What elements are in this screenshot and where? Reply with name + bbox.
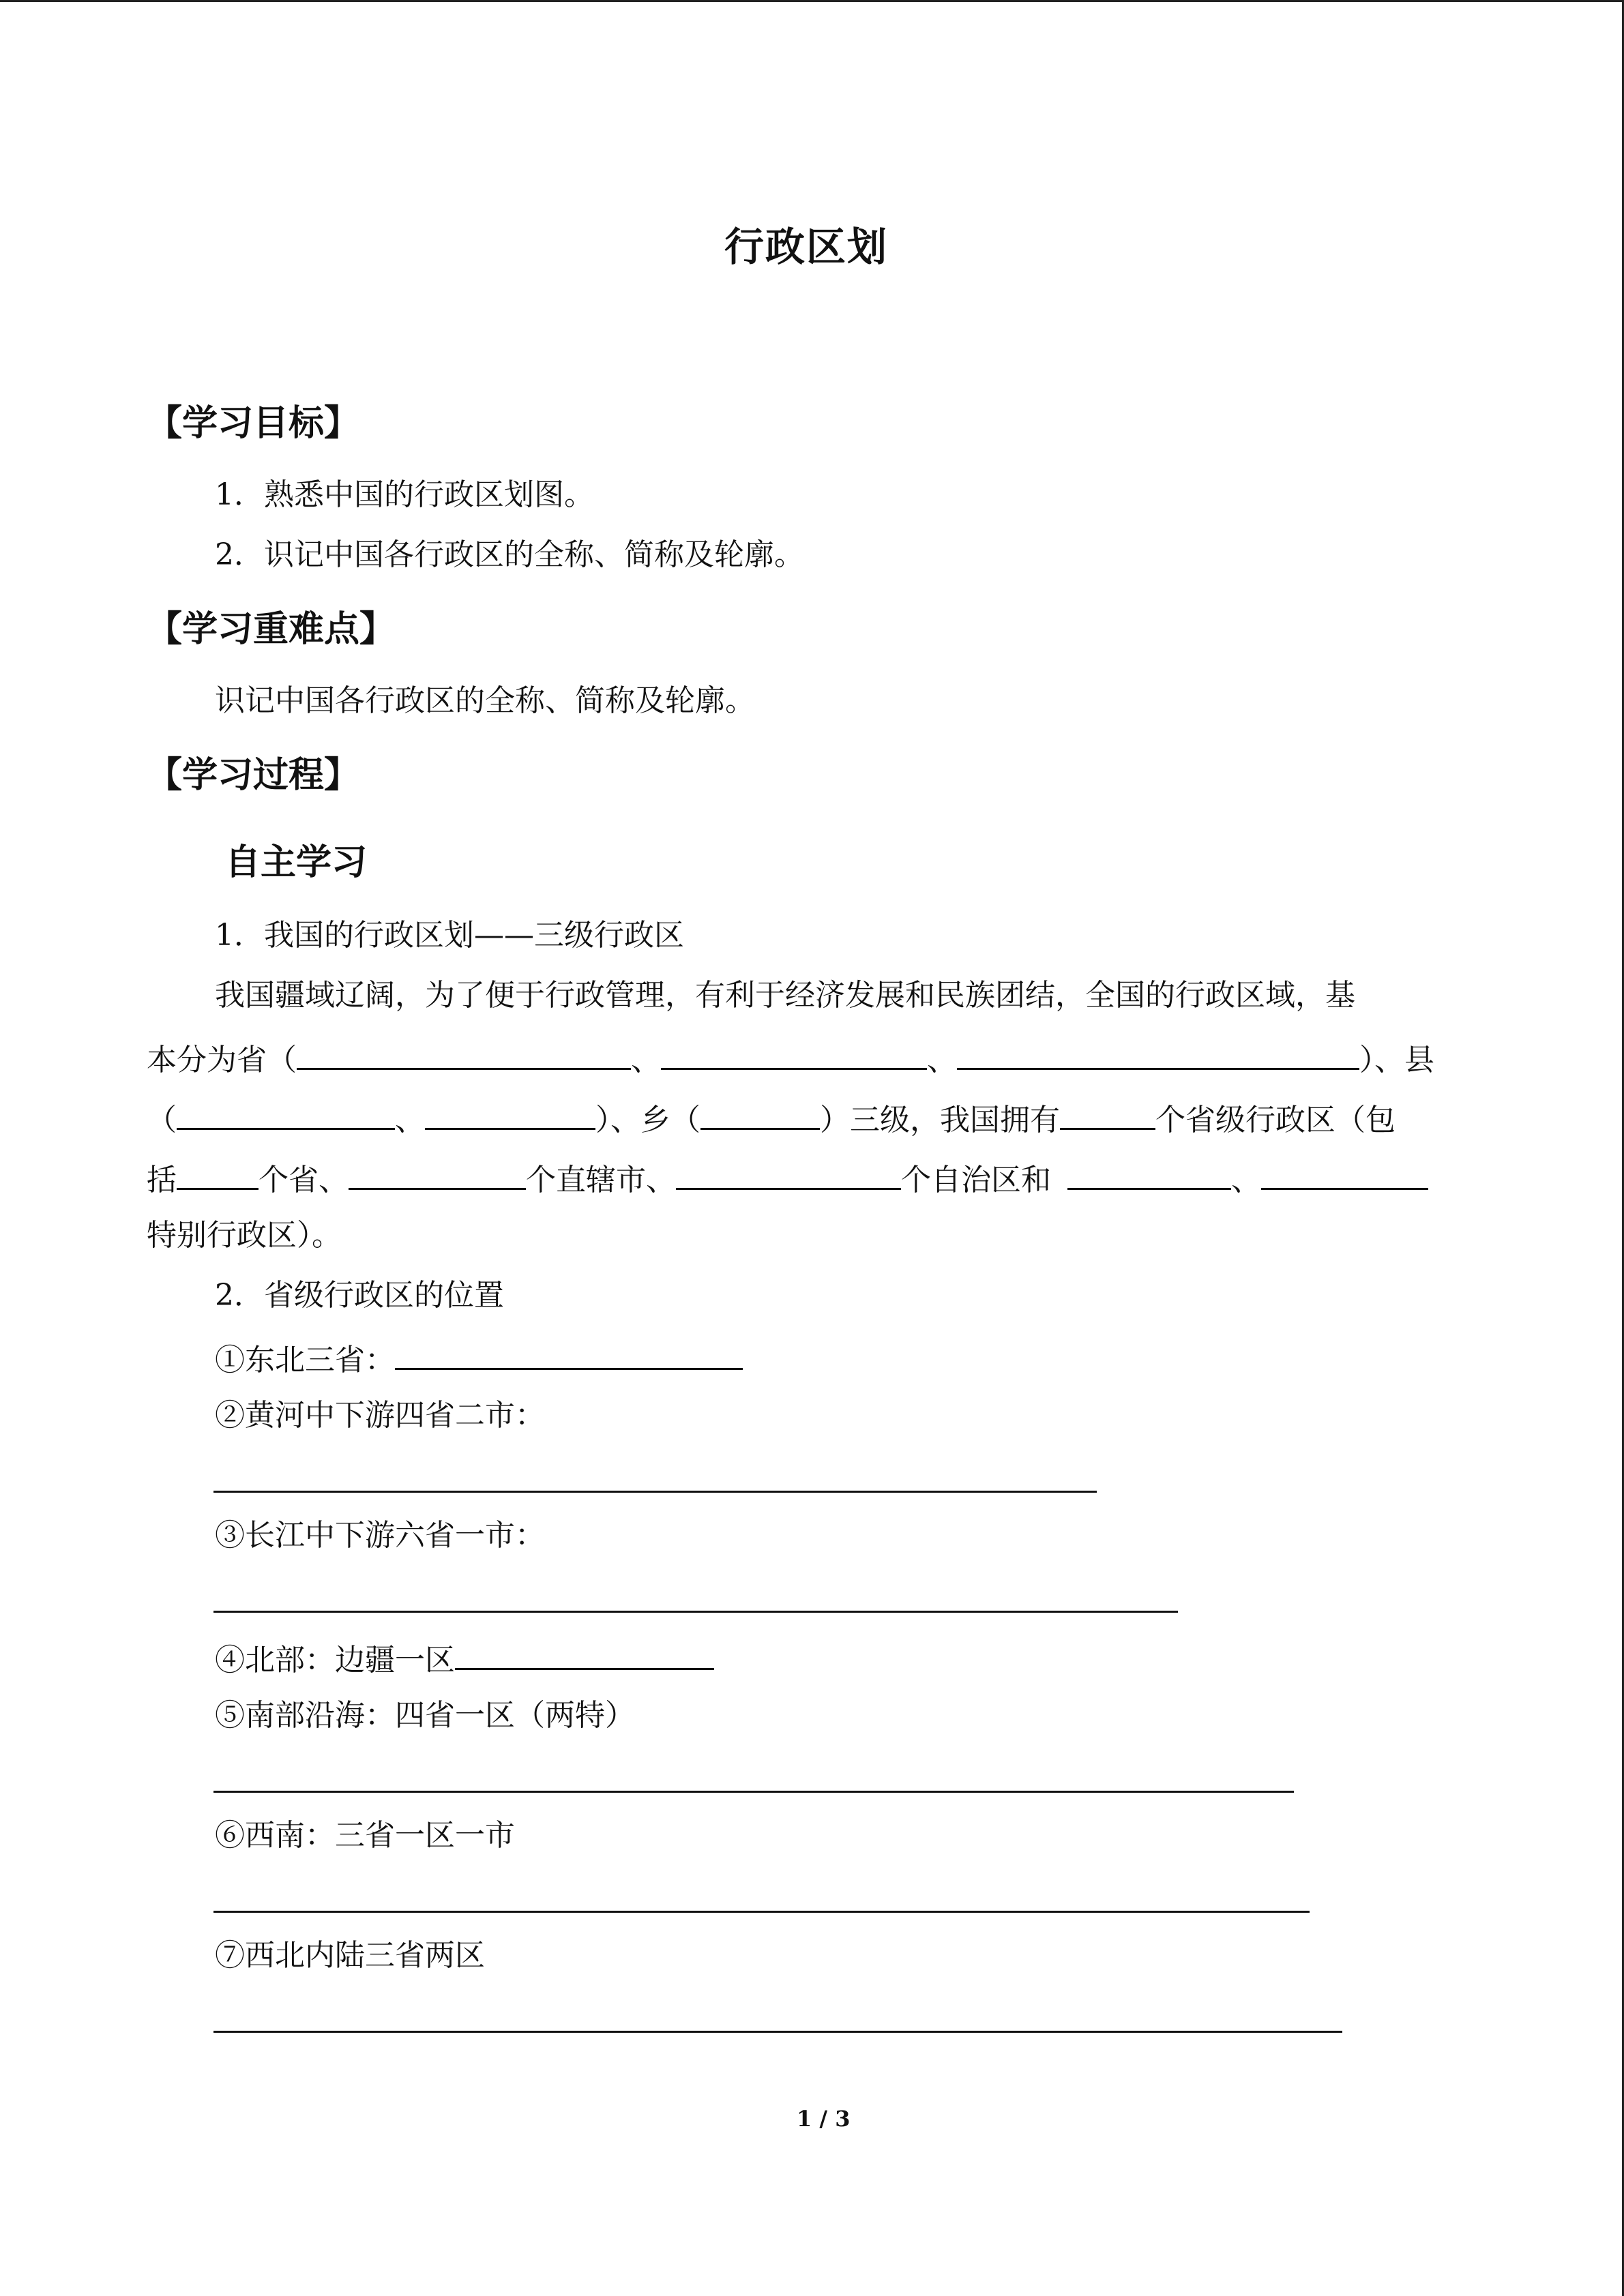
page-number: 1 / 3 <box>797 2106 851 2132</box>
blank-south-coast[interactable] <box>213 1791 1294 1793</box>
q1-line3-a: （ <box>147 1103 177 1137</box>
q1-line5: 特别行政区）。 <box>147 1218 342 1253</box>
blank-autonomous-count[interactable] <box>676 1161 901 1190</box>
blank-province-count[interactable] <box>177 1161 259 1190</box>
q1-line4-b: 个省、 <box>259 1163 349 1197</box>
blank-provincial-count[interactable] <box>1060 1101 1155 1130</box>
q1-line3-e: 个省级行政区（包 <box>1155 1103 1396 1137</box>
page-title: 行政区划 <box>724 224 889 270</box>
blank-province-1[interactable] <box>297 1041 631 1070</box>
blank-province-3[interactable] <box>957 1041 1359 1070</box>
q1-line2 <box>147 1041 1434 1075</box>
q1-line4-e: 、 <box>1231 1163 1261 1197</box>
blank-sar-1[interactable] <box>1067 1161 1231 1190</box>
blank-municipality-count[interactable] <box>349 1161 526 1190</box>
goal-1: 1．熟悉中国的行政区划图。 <box>215 477 594 512</box>
q2-item1-label: ①东北三省： <box>215 1343 395 1377</box>
q2-item4-label: ④北部：边疆一区 <box>215 1643 455 1678</box>
q1-line4-d: 个自治区和 <box>901 1163 1051 1197</box>
q1-label: 1．我国的行政区划——三级行政区 <box>215 918 684 953</box>
blank-sar-2[interactable] <box>1261 1161 1428 1190</box>
blank-province-2[interactable] <box>661 1041 927 1070</box>
q2-item4 <box>215 1641 714 1678</box>
q1-line4-c: 个直辖市、 <box>526 1163 676 1197</box>
q1-line3 <box>147 1101 1396 1135</box>
q1-line4-a: 括 <box>147 1163 177 1197</box>
q1-line2-d: ）、县 <box>1359 1043 1434 1077</box>
blank-yangtze-river[interactable] <box>213 1611 1178 1613</box>
goals-heading: 【学习目标】 <box>147 403 360 444</box>
key-heading: 【学习重难点】 <box>147 609 396 650</box>
q1-line1: 我国疆域辽阔，为了便于行政管理，有利于经济发展和民族团结，全国的行政区域，基 <box>215 978 1355 1013</box>
self-study-heading: 自主学习 <box>225 842 368 883</box>
q1-line3-b: 、 <box>395 1103 425 1137</box>
key-text: 识记中国各行政区的全称、简称及轮廓。 <box>215 683 755 718</box>
blank-north[interactable] <box>455 1641 714 1670</box>
process-heading: 【学习过程】 <box>147 755 360 796</box>
q1-line2-c: 、 <box>927 1043 957 1077</box>
blank-township[interactable] <box>700 1101 820 1130</box>
blank-yellow-river[interactable] <box>213 1491 1097 1493</box>
q2-item2: ②黄河中下游四省二市： <box>215 1398 545 1433</box>
q1-line4 <box>147 1161 1428 1195</box>
q2-item1 <box>215 1341 743 1375</box>
q2-item5: ⑤南部沿海：四省一区（两特） <box>215 1698 635 1733</box>
blank-northwest[interactable] <box>213 2031 1342 2033</box>
goal-2: 2．识记中国各行政区的全称、简称及轮廓。 <box>215 537 804 572</box>
q2-item7: ⑦西北内陆三省两区 <box>215 1938 485 1973</box>
q1-line2-a: 本分为省（ <box>147 1043 297 1077</box>
q2-item3: ③长江中下游六省一市： <box>215 1518 545 1553</box>
q1-line3-d: ）三级，我国拥有 <box>820 1103 1060 1137</box>
q2-label: 2．省级行政区的位置 <box>215 1278 504 1313</box>
blank-southwest[interactable] <box>213 1911 1310 1913</box>
blank-county-2[interactable] <box>425 1101 595 1130</box>
q1-line2-b: 、 <box>631 1043 661 1077</box>
q2-item6: ⑥西南：三省一区一市 <box>215 1818 515 1853</box>
q1-line3-c: ）、乡（ <box>595 1103 700 1137</box>
blank-northeast[interactable] <box>395 1341 743 1370</box>
blank-county-1[interactable] <box>177 1101 395 1130</box>
